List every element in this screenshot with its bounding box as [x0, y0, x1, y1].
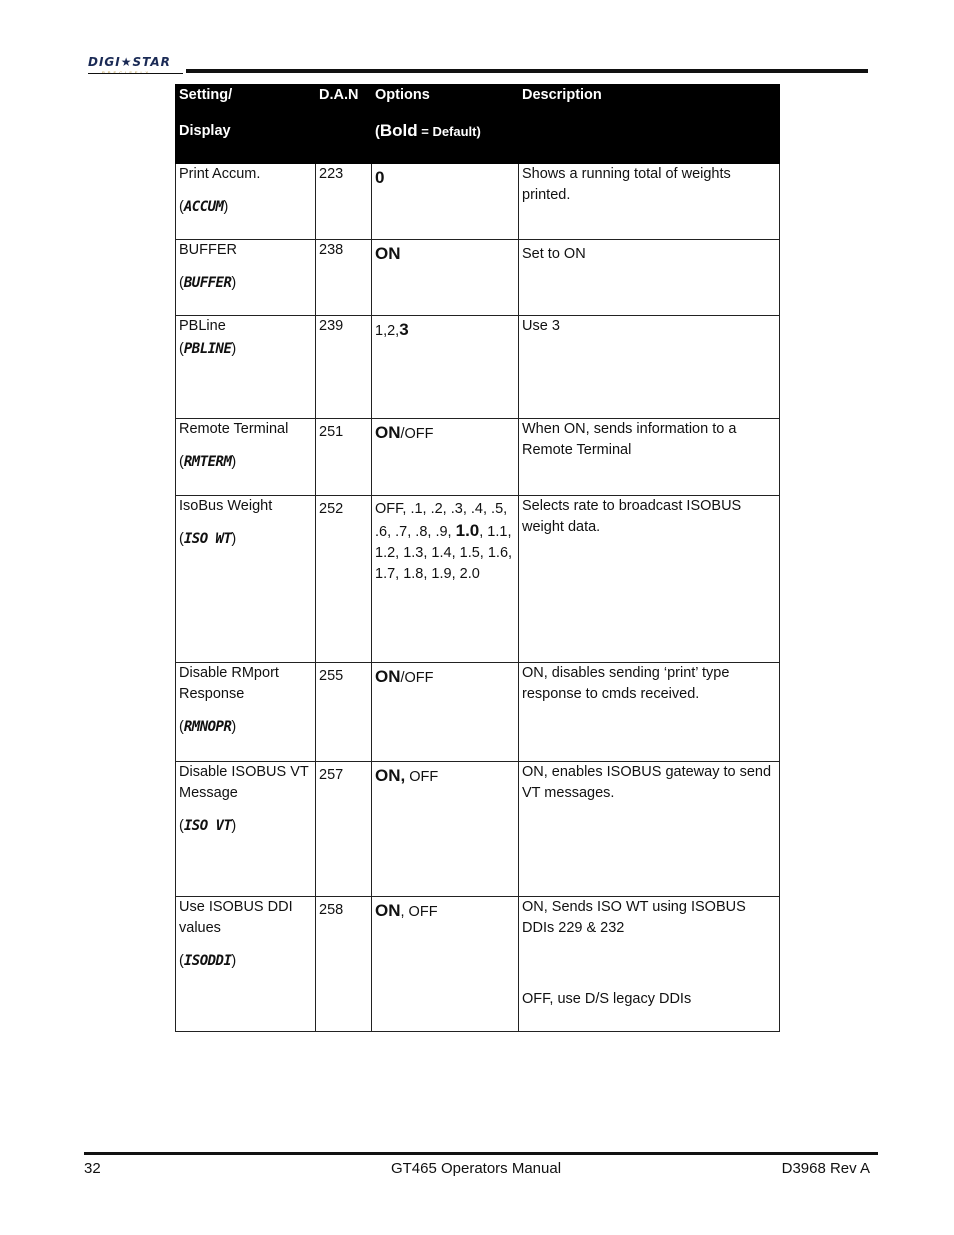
description-spacer [522, 939, 776, 989]
table-row [176, 897, 780, 1032]
option-default: 3 [399, 320, 409, 339]
lcd-code-text: ISO VT [183, 818, 232, 834]
document-revision: D3968 Rev A [781, 1160, 870, 1177]
dan-cell: 251 [316, 419, 372, 496]
column-header-options: Options (Bold = Default) [372, 85, 519, 164]
setting-name: BUFFER [179, 242, 237, 258]
setting-name: IsoBus Weight [179, 498, 273, 514]
column-header-description: Description [519, 85, 780, 164]
setting-cell [176, 496, 316, 663]
dan-cell: 239 [316, 316, 372, 419]
table-header-row [176, 85, 780, 164]
description-cell [519, 164, 780, 240]
lcd-code-text: ISODDI [183, 953, 232, 969]
manual-title: GT465 Operators Manual [390, 1160, 562, 1177]
table-row [176, 663, 780, 762]
lcd-display-code: (RMTERM) [179, 454, 237, 470]
description-text: Selects rate to broadcast ISOBUS weight data. [522, 498, 742, 535]
options-cell [372, 496, 519, 663]
table-row [176, 240, 780, 316]
setting-name: Disable RMport Response [179, 665, 279, 702]
option-value: /OFF [400, 670, 434, 686]
setting-cell [176, 164, 316, 240]
setting-cell [176, 316, 316, 419]
option-value: , 1.1, 1.2, 1.3, 1.4, 1.5, 1.6, 1.7, 1.8, 1.9, 2.0 [375, 524, 513, 582]
lcd-code-text: ISO WT [183, 531, 232, 547]
description-cell [519, 419, 780, 496]
setting-name: Remote Terminal [179, 421, 289, 437]
description-text: ON, disables sending ‘print’ type response to cmds received. [522, 665, 730, 702]
description-cell [519, 316, 780, 419]
dan-cell: 252 [316, 496, 372, 663]
table-row [176, 419, 780, 496]
option-default: 0 [375, 168, 385, 187]
description-text: Use 3 [522, 318, 560, 334]
setting-cell [176, 897, 316, 1032]
dan-cell: 255 [316, 663, 372, 762]
option-default: ON [375, 667, 401, 686]
dan-cell: 223 [316, 164, 372, 240]
description-text: ON, Sends ISO WT using ISOBUS DDIs 229 & 232 [522, 899, 746, 936]
setting-name: Use ISOBUS DDI values [179, 899, 293, 936]
digistar-logo [88, 55, 184, 83]
description-cell [519, 240, 780, 316]
lcd-display-code: (ACCUM) [179, 199, 229, 215]
options-cell [372, 164, 519, 240]
lcd-code-text: RMTERM [183, 454, 232, 470]
options-cell [372, 240, 519, 316]
setting-cell [176, 419, 316, 496]
setting-cell [176, 762, 316, 897]
description-cell [519, 762, 780, 897]
lcd-code-text: BUFFER [183, 275, 232, 291]
setting-name: Print Accum. [179, 166, 261, 182]
option-value: 1,2, [375, 323, 400, 339]
page-number: 32 [84, 1160, 101, 1177]
option-value: /OFF [400, 426, 434, 442]
lcd-display-code: (ISO VT) [179, 818, 237, 834]
table-row [176, 164, 780, 240]
lcd-code-text: ACCUM [183, 199, 224, 215]
option-default: ON [375, 244, 401, 263]
footer-rule [84, 1152, 878, 1155]
dan-cell: 258 [316, 897, 372, 1032]
lcd-display-code: (PBLINE) [179, 341, 237, 357]
description-text: When ON, sends information to a Remote Terminal [522, 421, 737, 458]
table-row [176, 762, 780, 897]
description-cell [519, 496, 780, 663]
lcd-display-code: (RMNOPR) [179, 719, 237, 735]
lcd-display-code: (ISO WT) [179, 531, 237, 547]
description-text: ON, enables ISOBUS gateway to send VT messages. [522, 764, 772, 801]
option-value: , OFF [400, 904, 438, 920]
description-extra-text: OFF, use D/S legacy DDIs [522, 991, 692, 1007]
option-default: 1.0 [455, 521, 480, 540]
setting-cell [176, 663, 316, 762]
option-default: ON, [375, 766, 406, 785]
column-header-dan: D.A.N [316, 85, 372, 164]
column-header-setting: Setting/ Display [176, 85, 316, 164]
header-rule-thin [88, 73, 183, 74]
lcd-code-text: PBLINE [183, 341, 232, 357]
lcd-display-code: (ISODDI) [179, 953, 237, 969]
options-cell [372, 762, 519, 897]
option-default: ON [375, 423, 401, 442]
setting-name: PBLine [179, 318, 226, 334]
option-value: OFF, .1, .2, .3, .4, .5, .6, .7, .8, .9, [375, 501, 508, 540]
lcd-code-text: RMNOPR [183, 719, 232, 735]
setting-name: Disable ISOBUS VT Message [179, 764, 309, 801]
options-cell [372, 419, 519, 496]
table-row [176, 496, 780, 663]
dan-cell: 238 [316, 240, 372, 316]
lcd-display-code: (BUFFER) [179, 275, 237, 291]
page-footer [84, 1160, 878, 1180]
options-cell [372, 316, 519, 419]
option-default: ON [375, 901, 401, 920]
option-value: OFF [405, 769, 439, 785]
options-cell [372, 897, 519, 1032]
setting-cell [176, 240, 316, 316]
dan-cell: 257 [316, 762, 372, 897]
description-text: Set to ON [522, 246, 586, 262]
description-cell [519, 897, 780, 1032]
logo-text: DIGI★STAR [88, 55, 171, 69]
header-rule [186, 69, 868, 73]
options-cell [372, 663, 519, 762]
description-cell [519, 663, 780, 762]
description-text: Shows a running total of weights printed. [522, 166, 731, 203]
table-row [176, 316, 780, 419]
settings-table [175, 84, 780, 1032]
